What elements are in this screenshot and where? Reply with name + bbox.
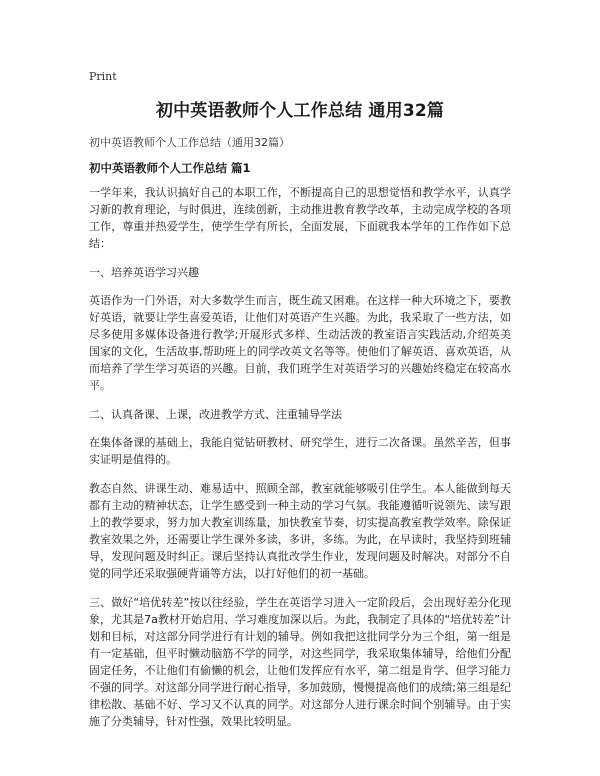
section-heading: 初中英语教师个人工作总结 篇1 bbox=[89, 161, 251, 175]
document-subtitle: 初中英语教师个人工作总结（通用32篇） bbox=[89, 136, 290, 149]
paragraph-heading-2: 二、认真备课、上课，改进教学方式、注重辅导学法 bbox=[89, 408, 342, 421]
paragraph-teaching: 教态自然、讲课生动、难易适中、照顾全部，教室就能够吸引住学生。本人能做到每天都有主动的精神状态，让学生感受到一种主动的学习气氛。我能遵循听说领先、读写跟上的教学要求，努力加大教室训练量，加快教室节奏，切实提高教室教学效率。除保证教室效果之外，还需要让学生课外多读，多讲，多练。为此，在早读时，我坚持到班辅导，发现问题及时纠正。课后坚持认真批改学生作业，发现问题及时解决。对部分不自觉的同学还采取强硬背诵等方法，以打好他们的初一基础。 bbox=[89, 482, 511, 580]
paragraph-interest: 英语作为一门外语，对大多数学生而言，既生疏又困难。在这样一种大环境之下，要教好英语，就要让学生喜爱英语，让他们对英语产生兴趣。为此，我采取了一些方法，如尽多使用多媒体设备进行教学;开展形式多样、生动活泼的教室语言实践活动,介绍英美国家的文化，生活故事,帮助班上的同学改英文名等等。使他们了解英语、喜欢英语，从而培养了学生学习英语的兴趣。目前，我们班学生对英语学习的兴趣始终稳定在较高水平。 bbox=[89, 294, 511, 392]
page-title: 初中英语教师个人工作总结 通用32篇 bbox=[155, 101, 445, 121]
paragraph-tutoring: 三、做好“培优转差”按以往经验，学生在英语学习进入一定阶段后，会出现好差分化现象，尤其是7a教材开始启用、学习难度加深以后。为此，我制定了具体的“培优转差”计划和目标，对这部分同学进行有计划的辅导。例如我把这批同学分为三个组，第一组是有一定基础，但平时懒动脑筋不学的同学，对这些同学，我采取集体辅导，给他们分配固定任务，不让他们有偷懒的机会，让他们发挥应有水平，第二组是肯学、但学习能力不强的同学。对这部分同学进行耐心指导，多加鼓励，慢慢提高他们的成绩;第三组是纪律松散、基础不好、学习又不认真的同学。对这部分人进行课余时间个别辅导。由于实施了分类辅导，针对性强，效果比较明显。 bbox=[89, 596, 511, 728]
document-body bbox=[89, 184, 511, 742]
paragraph-heading-1: 一、培养英语学习兴趣 bbox=[89, 266, 199, 279]
print-link[interactable]: Print bbox=[89, 70, 117, 83]
paragraph-lesson-prep: 在集体备课的基础上，我能自觉钻研教材、研究学生，进行二次备课。虽然辛苦，但事实证明是值得的。 bbox=[89, 436, 511, 466]
paragraph-intro: 一学年来，我认识搞好自己的本职工作，不断提高自己的思想觉悟和教学水平，认真学习新的教育理论，与时俱进，连续创新，主动推进教育教学改革，主动完成学校的各项工作，尊重并热爱学生，使学生学有所长，全面发展，下面就我本学年的工作作如下总结： bbox=[89, 186, 511, 250]
